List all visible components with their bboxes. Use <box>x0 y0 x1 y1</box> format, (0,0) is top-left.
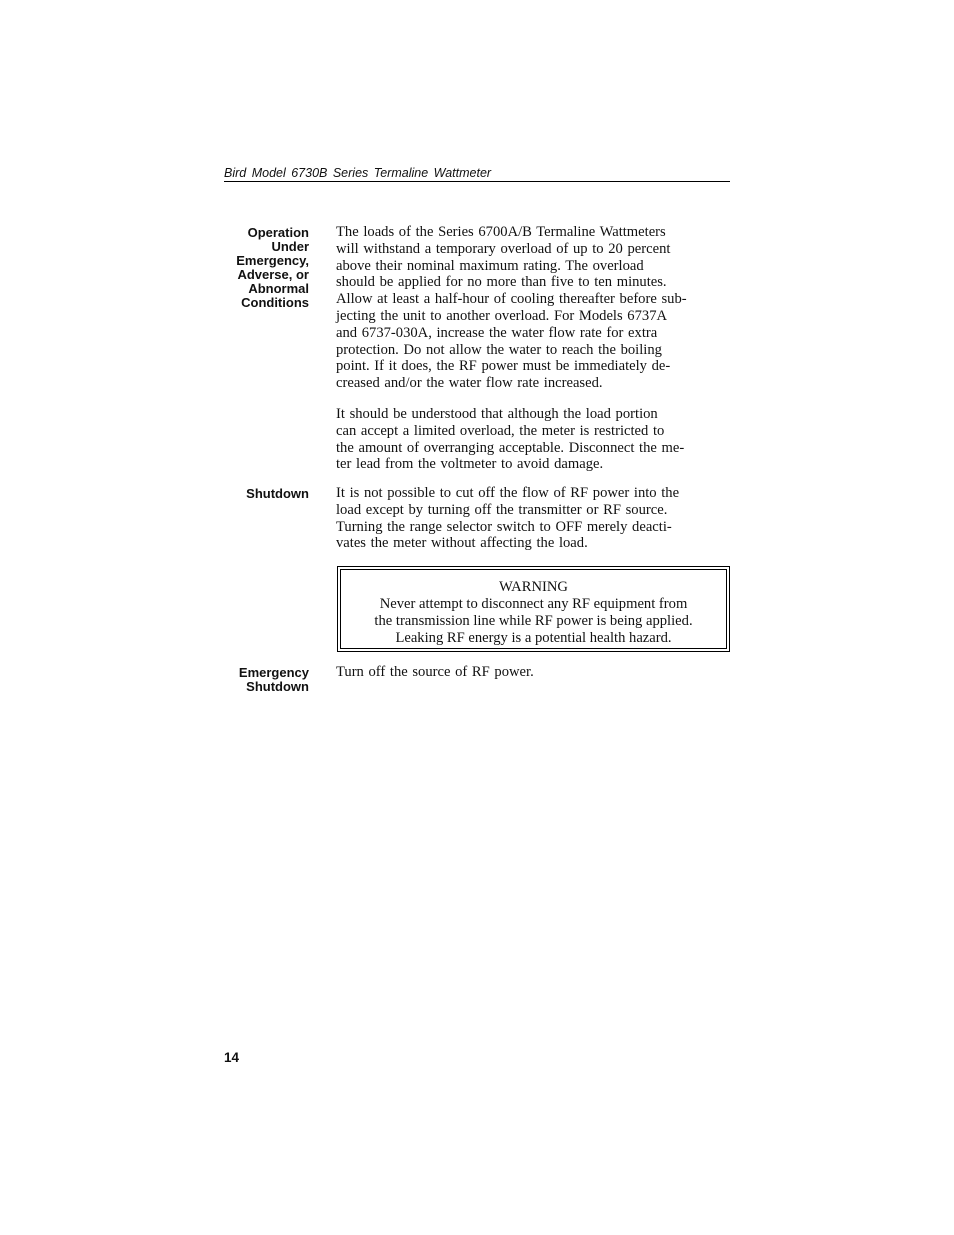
operation-paragraph-2 <box>336 406 730 473</box>
text-line: ter lead from the voltmeter to avoid damage. <box>336 456 604 473</box>
text-line: load except by turning off the transmitter or RF source. <box>336 501 668 518</box>
text-line: The loads of the Series 6700A/B Termaline Wattmeters <box>336 224 666 240</box>
text-line: creased and/or the water flow rate increased. <box>336 375 603 392</box>
operation-heading <box>200 226 309 310</box>
emergency-shutdown-heading <box>200 666 309 694</box>
operation-heading-line: Adverse, or <box>237 267 309 282</box>
warning-title: WARNING <box>499 579 568 595</box>
operation-heading-line: Conditions <box>241 295 309 310</box>
shutdown-heading <box>200 487 309 501</box>
text-line: protection. Do not allow the water to reach the boiling <box>336 341 662 358</box>
running-header: Bird Model 6730B Series Termaline Wattmeter <box>224 166 730 182</box>
warning-box <box>337 566 730 652</box>
text-line: point. If it does, the RF power must be immediately de- <box>336 358 671 375</box>
operation-heading-line: Under <box>271 239 309 254</box>
text-line: will withstand a temporary overload of up to 20 percent <box>336 240 671 257</box>
operation-heading-line: Abnormal <box>248 281 309 296</box>
text-line: vates the meter without affecting the load. <box>336 535 588 552</box>
emergency-heading-line: Emergency <box>238 665 309 680</box>
warning-line: Never attempt to disconnect any RF equipment from <box>379 596 688 612</box>
operation-heading-line: Emergency, <box>236 253 309 268</box>
emergency-shutdown-paragraph <box>336 664 730 681</box>
shutdown-paragraph <box>336 485 730 552</box>
text-line: It is not possible to cut off the flow of RF power into the <box>336 485 680 501</box>
text-line: can accept a limited overload, the meter is restricted to <box>336 422 665 439</box>
text-line: the amount of overranging acceptable. Disconnect the me- <box>336 439 685 456</box>
text-line: Turning the range selector switch to OFF merely deacti- <box>336 518 672 535</box>
text-line: Turn off the source of RF power. <box>336 664 534 680</box>
operation-paragraph-1 <box>336 224 730 392</box>
text-line: Allow at least a half-hour of cooling thereafter before sub- <box>336 291 687 308</box>
text-line: and 6737-030A, increase the water flow rate for extra <box>336 324 658 341</box>
text-line: It should be understood that although the load portion <box>336 406 658 422</box>
shutdown-heading-line: Shutdown <box>246 486 309 501</box>
warning-line: the transmission line while RF power is being applied. <box>374 613 693 629</box>
warning-content <box>344 573 723 645</box>
text-line: above their nominal maximum rating. The overload <box>336 257 644 274</box>
text-line: should be applied for no more than five to ten minutes. <box>336 274 667 291</box>
page-number: 14 <box>224 1050 240 1065</box>
emergency-heading-line: Shutdown <box>246 679 309 694</box>
warning-line: Leaking RF energy is a potential health hazard. <box>395 630 672 646</box>
operation-heading-line: Operation <box>247 225 309 240</box>
text-line: jecting the unit to another overload. For Models 6737A <box>336 307 668 324</box>
